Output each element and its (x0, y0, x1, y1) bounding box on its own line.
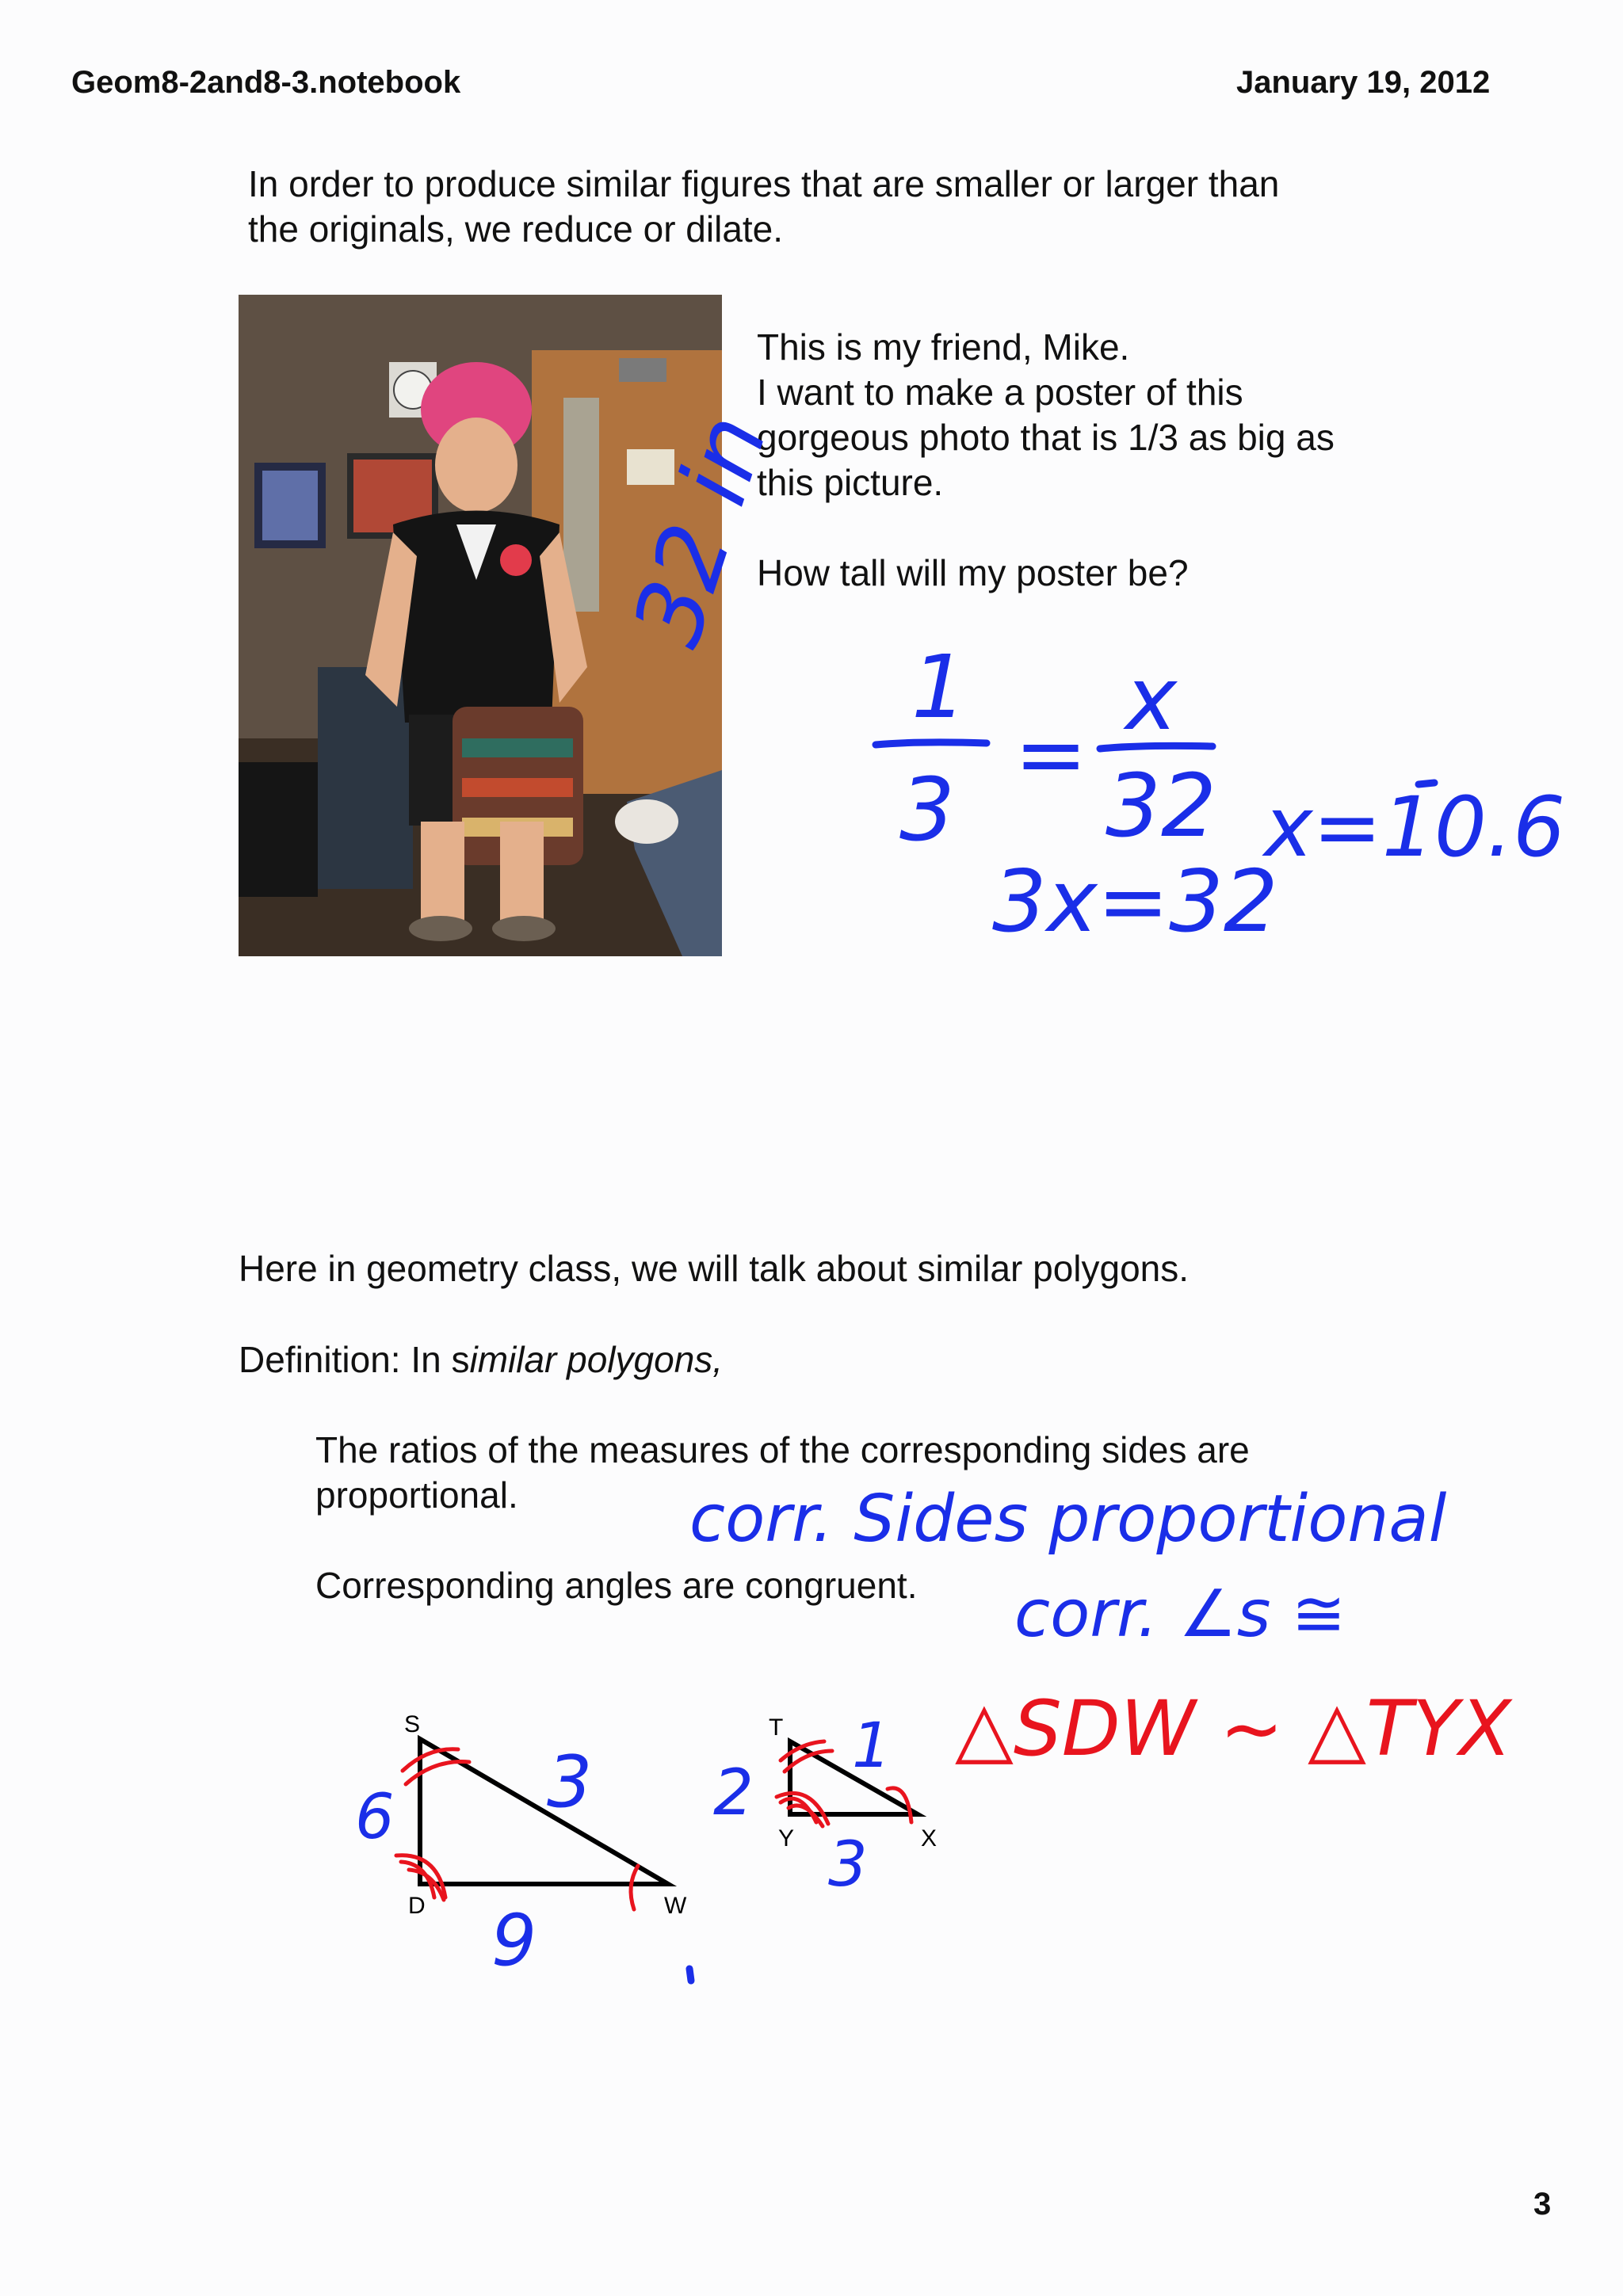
photo-text-line-4: this picture. (757, 462, 944, 503)
hw-side-tx: 1 (852, 1711, 892, 1782)
geometry-intro: Here in geometry class, we will talk about similar polygons. (239, 1248, 1190, 1289)
page-date: January 19, 2012 (1236, 65, 1491, 100)
label-t: T (769, 1714, 784, 1741)
label-d: D (408, 1893, 426, 1919)
photo-text-line-3: gorgeous photo that is 1/3 as big as (757, 417, 1335, 458)
hw-similarity: △SDW ~ △TYX (955, 1684, 1511, 1773)
intro-line-2: the originals, we reduce or dilate. (248, 208, 784, 250)
hw-photo-height: 32 in (611, 402, 789, 658)
definition-italic: imilar polygons, (469, 1339, 724, 1380)
hw-side-ty: 2 (713, 1756, 754, 1829)
photo-question: How tall will my poster be? (757, 552, 1189, 593)
hw-answer: x=10.6 (1264, 779, 1566, 875)
hw-note-angles: corr. ∠s ≅ (1014, 1577, 1346, 1652)
hw-side-sd: 6 (355, 1782, 395, 1853)
notebook-title: Geom8-2and8-3.notebook (71, 65, 461, 100)
hw-fraction-left-den: 3 (899, 759, 955, 860)
hw-side-yx: 3 (828, 1829, 868, 1901)
rule-sides-line-1: The ratios of the measures of the corresponding sides are (315, 1429, 1250, 1470)
hw-fraction-left-num: 1 (911, 636, 967, 738)
hw-side-sw: 3 (547, 1741, 593, 1824)
label-w: W (664, 1893, 687, 1919)
hw-fraction-right-num: x (1125, 648, 1178, 749)
label-y: Y (778, 1825, 795, 1852)
photo-text-line-2: I want to make a poster of this (757, 372, 1243, 413)
hw-cross-multiply: 3x=32 (992, 852, 1278, 952)
rule-angles: Corresponding angles are congruent. (315, 1565, 918, 1606)
photo-text-line-1: This is my friend, Mike. (757, 326, 1130, 368)
intro-line-1: In order to produce similar figures that are smaller or larger than (248, 163, 1280, 204)
hw-equals: = (1014, 704, 1088, 805)
hw-note-sides: corr. Sides proportional (689, 1482, 1447, 1557)
definition-prefix: Definition: In s (239, 1339, 470, 1380)
label-x: X (921, 1825, 938, 1852)
hw-fraction-right-den: 32 (1106, 755, 1216, 856)
hw-side-dw: 9 (491, 1899, 537, 1982)
label-s: S (404, 1711, 421, 1737)
rule-sides-line-2: proportional. (315, 1474, 518, 1516)
page-number: 3 (1533, 2187, 1552, 2222)
